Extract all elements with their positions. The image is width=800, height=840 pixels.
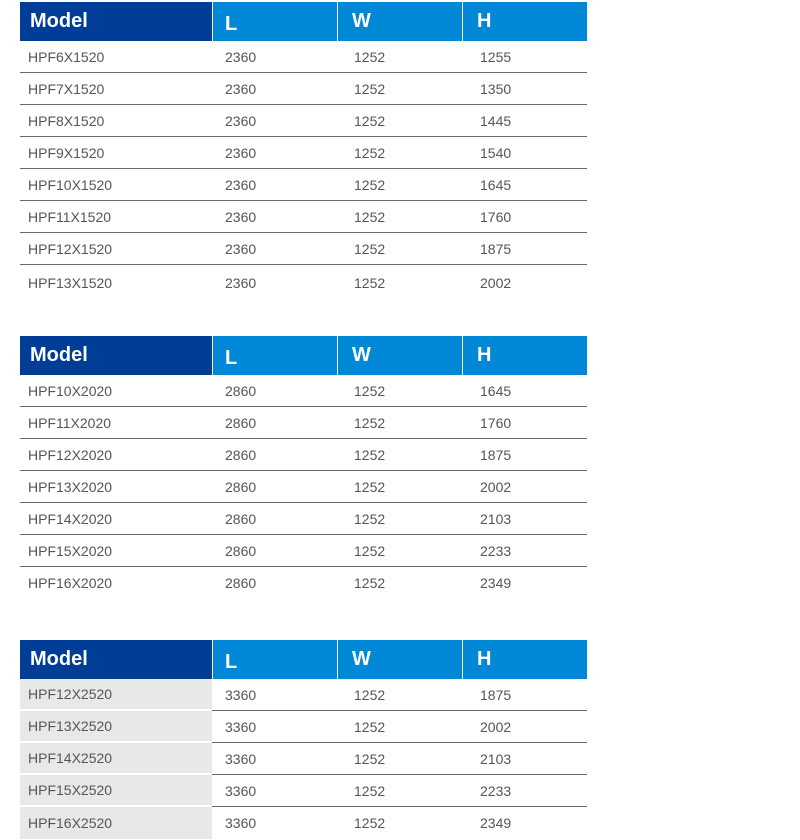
- table-row: [20, 807, 587, 839]
- header-length: L: [213, 2, 337, 41]
- table-row: [20, 137, 587, 169]
- table-row: [20, 169, 587, 201]
- cell-length: 2860: [225, 575, 257, 591]
- header-width: W: [338, 336, 462, 375]
- cell-height: 2233: [465, 535, 587, 567]
- cell-width: 1252: [341, 439, 465, 471]
- header-model: Model: [20, 336, 212, 375]
- cell-length: 2360: [225, 275, 257, 291]
- cell-width: 1252: [341, 407, 465, 439]
- cell-length: 3360: [212, 775, 341, 807]
- cell-width: 1252: [341, 775, 465, 807]
- cell-height: 1875: [465, 233, 587, 265]
- table-body: [20, 375, 587, 599]
- cell-model: HPF8X1520: [20, 105, 212, 137]
- cell-model: HPF14X2520: [20, 743, 212, 775]
- cell-model: HPF16X2020: [28, 575, 113, 591]
- cell-length: 2360: [212, 137, 341, 169]
- table-row: [20, 439, 587, 471]
- cell-width: 1252: [341, 233, 465, 265]
- table-row: [20, 201, 587, 233]
- cell-model: HPF9X1520: [20, 137, 212, 169]
- cell-height: 2103: [465, 503, 587, 535]
- cell-height: 2002: [480, 275, 512, 291]
- cell-height: 2002: [465, 711, 587, 743]
- cell-height: 1255: [465, 41, 587, 73]
- cell-model: HPF12X2520: [20, 679, 212, 711]
- cell-width: 1252: [354, 815, 386, 831]
- cell-length: 2860: [212, 535, 341, 567]
- cell-height: 2349: [480, 815, 512, 831]
- cell-length: 2360: [212, 169, 341, 201]
- cell-height: 1875: [465, 439, 587, 471]
- table-row: [20, 743, 587, 775]
- table-row: [20, 375, 587, 407]
- spec-table-2520: [20, 640, 587, 839]
- table-row: [20, 105, 587, 137]
- cell-model: HPF16X2520: [20, 807, 212, 839]
- cell-model: HPF11X1520: [20, 201, 212, 233]
- cell-model: HPF6X1520: [20, 41, 212, 73]
- cell-model: HPF15X2520: [20, 775, 212, 807]
- table-row: [20, 73, 587, 105]
- cell-width: 1252: [341, 711, 465, 743]
- cell-model: HPF14X2020: [20, 503, 212, 535]
- table-row: [20, 679, 587, 711]
- cell-height: 1875: [465, 679, 587, 711]
- header-width: W: [338, 2, 462, 41]
- cell-model: HPF13X2020: [20, 471, 212, 503]
- cell-model: HPF13X1520: [28, 275, 113, 291]
- cell-height: 1645: [465, 375, 587, 407]
- cell-height: 2233: [465, 775, 587, 807]
- cell-length: 2360: [212, 233, 341, 265]
- cell-width: 1252: [341, 471, 465, 503]
- cell-height: 1445: [465, 105, 587, 137]
- cell-length: 2360: [212, 201, 341, 233]
- table-row: [20, 41, 587, 73]
- cell-length: 2360: [212, 41, 341, 73]
- cell-width: 1252: [341, 169, 465, 201]
- cell-model: HPF7X1520: [20, 73, 212, 105]
- table-body: [20, 679, 587, 839]
- header-width: W: [338, 640, 462, 679]
- cell-model: HPF12X1520: [20, 233, 212, 265]
- cell-length: 2860: [212, 407, 341, 439]
- table-row: [20, 471, 587, 503]
- cell-length: 2860: [212, 375, 341, 407]
- cell-length: 2860: [212, 471, 341, 503]
- cell-width: 1252: [341, 105, 465, 137]
- cell-length: 3360: [225, 815, 257, 831]
- table-row: [20, 503, 587, 535]
- table-row: [20, 407, 587, 439]
- header-length: L: [213, 336, 337, 375]
- table-row: [20, 567, 587, 599]
- cell-model: HPF15X2020: [20, 535, 212, 567]
- cell-height: 2349: [480, 575, 512, 591]
- cell-height: 2103: [465, 743, 587, 775]
- table-row: [20, 265, 587, 301]
- cell-height: 2002: [465, 471, 587, 503]
- cell-length: 3360: [212, 679, 341, 711]
- cell-length: 3360: [212, 711, 341, 743]
- cell-width: 1252: [341, 743, 465, 775]
- cell-width: 1252: [341, 375, 465, 407]
- cell-length: 2860: [212, 503, 341, 535]
- table-row: [20, 711, 587, 743]
- spec-table-1520: [20, 2, 587, 301]
- cell-height: 1645: [465, 169, 587, 201]
- header-model: Model: [20, 2, 212, 41]
- cell-width: 1252: [341, 137, 465, 169]
- cell-width: 1252: [341, 503, 465, 535]
- header-length: L: [213, 640, 337, 679]
- cell-width: 1252: [354, 575, 386, 591]
- cell-width: 1252: [341, 73, 465, 105]
- cell-height: 1350: [465, 73, 587, 105]
- cell-width: 1252: [341, 679, 465, 711]
- cell-length: 2860: [212, 439, 341, 471]
- table-row: [20, 535, 587, 567]
- table-header: [20, 336, 587, 375]
- cell-model: HPF11X2020: [20, 407, 212, 439]
- header-height: H: [463, 2, 587, 41]
- spec-table-2020: [20, 336, 587, 599]
- cell-model: HPF13X2520: [20, 711, 212, 743]
- header-model: Model: [20, 640, 212, 679]
- table-row: [20, 775, 587, 807]
- table-header: [20, 2, 587, 41]
- table-header: [20, 640, 587, 679]
- cell-length: 2360: [212, 105, 341, 137]
- cell-height: 1760: [465, 201, 587, 233]
- cell-model: HPF12X2020: [20, 439, 212, 471]
- cell-model: HPF10X2020: [20, 375, 212, 407]
- cell-length: 2360: [212, 73, 341, 105]
- cell-width: 1252: [341, 41, 465, 73]
- cell-width: 1252: [341, 535, 465, 567]
- header-height: H: [463, 640, 587, 679]
- cell-width: 1252: [341, 201, 465, 233]
- cell-width: 1252: [354, 275, 386, 291]
- header-height: H: [463, 336, 587, 375]
- cell-length: 3360: [212, 743, 341, 775]
- table-row: [20, 233, 587, 265]
- cell-model: HPF10X1520: [20, 169, 212, 201]
- cell-height: 1540: [465, 137, 587, 169]
- cell-height: 1760: [465, 407, 587, 439]
- table-body: [20, 41, 587, 301]
